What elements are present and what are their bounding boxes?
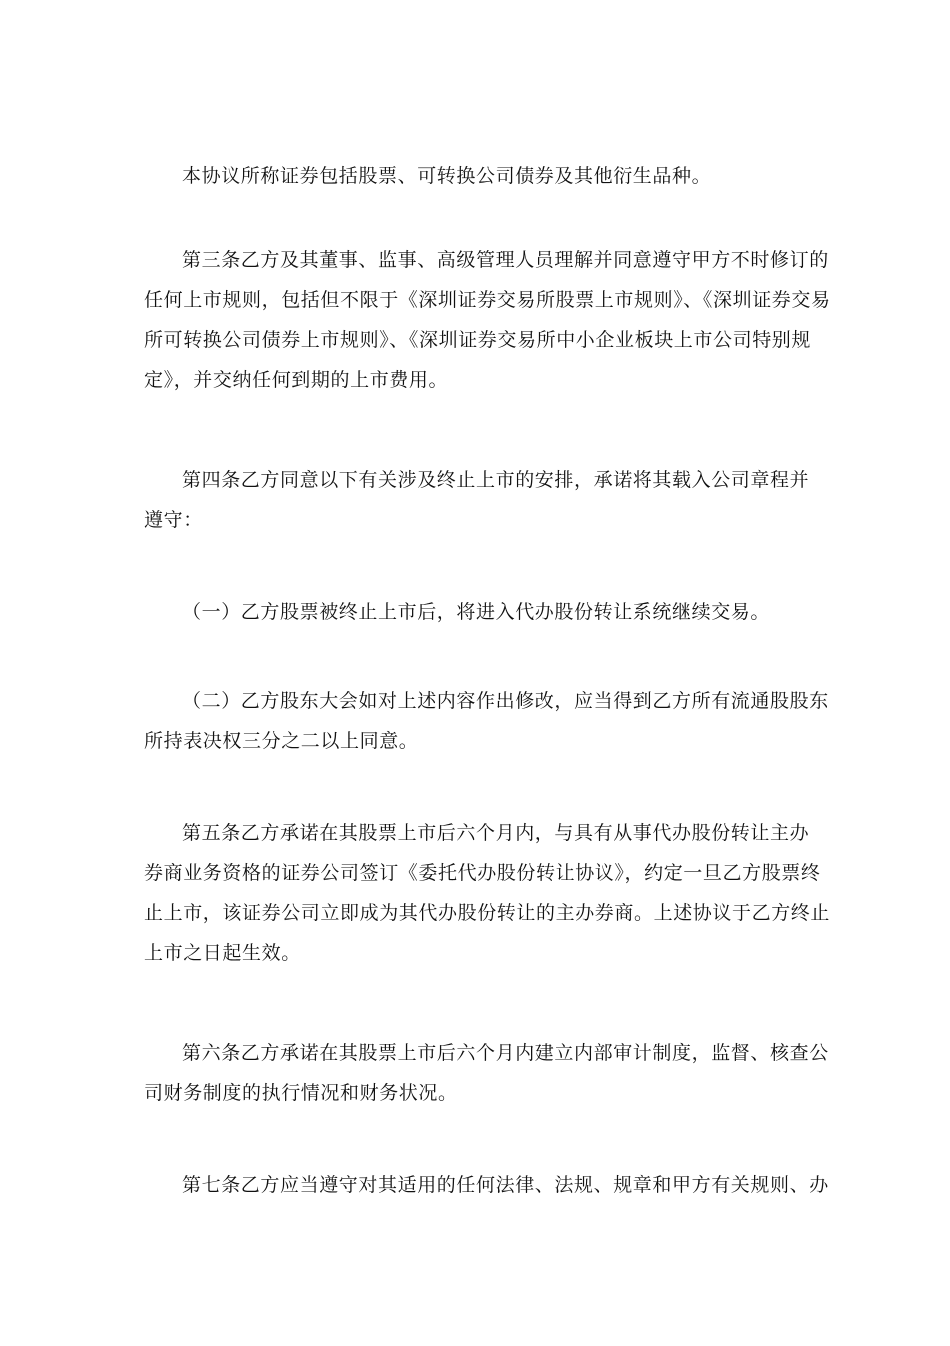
paragraph-line: 止上市，该证券公司立即成为其代办股份转让的主办券商。上述协议于乙方终止: [144, 902, 831, 924]
paragraph-article-4: [144, 460, 812, 540]
paragraph-article-5: [144, 813, 831, 973]
paragraph-item-2: [144, 681, 829, 761]
paragraph-line: 第七条乙方应当遵守对其适用的任何法律、法规、规章和甲方有关规则、办: [182, 1174, 829, 1196]
paragraph-securities-definition: [144, 156, 812, 196]
paragraph-article-6: [144, 1033, 829, 1113]
paragraph-line: 第五条乙方承诺在其股票上市后六个月内，与具有从事代办股份转让主办: [182, 822, 810, 844]
paragraph-article-3: [144, 240, 831, 400]
paragraph-line: 第六条乙方承诺在其股票上市后六个月内建立内部审计制度，监督、核查公: [182, 1042, 829, 1064]
paragraph-line: （一）乙方股票被终止上市后，将进入代办股份转让系统继续交易。: [182, 601, 771, 623]
paragraph-line: 所持表决权三分之二以上同意。: [144, 730, 419, 752]
paragraph-item-1: [144, 592, 812, 632]
paragraph-line: 第四条乙方同意以下有关涉及终止上市的安排，承诺将其载入公司章程并: [182, 469, 810, 491]
paragraph-line: 券商业务资格的证券公司签订《委托代办股份转让协议》，约定一旦乙方股票终: [144, 862, 821, 884]
paragraph-article-7: [144, 1165, 829, 1205]
paragraph-line: 遵守：: [144, 509, 203, 531]
paragraph-line: （二）乙方股东大会如对上述内容作出修改，应当得到乙方所有流通股股东: [182, 690, 829, 712]
paragraph-line: 第三条乙方及其董事、监事、高级管理人员理解并同意遵守甲方不时修订的: [182, 249, 829, 271]
paragraph-line: 司财务制度的执行情况和财务状况。: [144, 1082, 458, 1104]
paragraph-line: 上市之日起生效。: [144, 942, 301, 964]
paragraph-line: 任何上市规则，包括但不限于《深圳证券交易所股票上市规则》、《深圳证券交易: [144, 289, 831, 311]
paragraph-line: 所可转换公司债券上市规则》、《深圳证券交易所中小企业板块上市公司特别规: [144, 329, 812, 351]
paragraph-line: 定》，并交纳任何到期的上市费用。: [144, 369, 449, 391]
paragraph-line: 本协议所称证券包括股票、可转换公司债券及其他衍生品种。: [182, 165, 712, 187]
